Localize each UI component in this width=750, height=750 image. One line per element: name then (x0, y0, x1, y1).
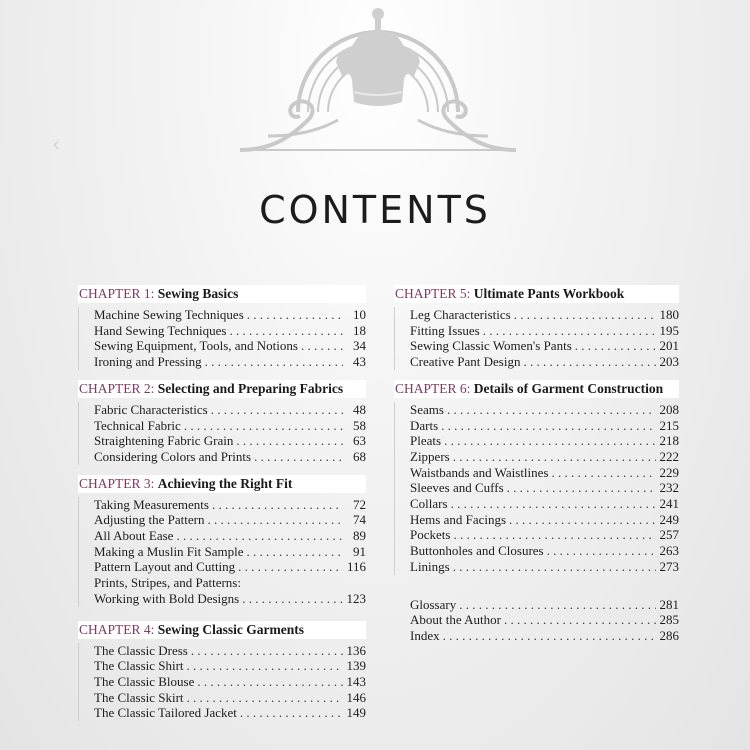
chapter-number: CHAPTER 4: (79, 621, 155, 637)
toc-entry[interactable] (94, 418, 366, 434)
entry-page: 215 (659, 417, 679, 433)
entry-label: Linings (410, 558, 450, 574)
chapter-heading (394, 285, 679, 303)
chapter-number: CHAPTER 2: (79, 380, 155, 396)
entry-label: Darts (410, 417, 439, 433)
entry-label: Creative Pant Design (410, 354, 521, 370)
dot-leader (238, 559, 343, 575)
entry-label: Pockets (410, 527, 451, 543)
toc-entry[interactable] (410, 418, 679, 434)
chapter-heading (78, 285, 366, 303)
entry-page: 241 (659, 496, 679, 512)
toc-entry[interactable] (94, 433, 366, 449)
entry-label: The Classic Blouse (94, 673, 195, 689)
entry-page: 229 (659, 464, 679, 480)
chevron-left-icon[interactable]: ‹ (52, 132, 60, 156)
chapter-entries (78, 402, 366, 465)
toc-entry[interactable] (410, 323, 679, 339)
entry-page: 139 (346, 658, 366, 674)
entry-label: Seams (410, 401, 444, 417)
chapter-entries (394, 307, 679, 370)
entry-label-line2: Working with Bold Designs (94, 590, 240, 606)
entry-page: 116 (346, 559, 366, 575)
dot-leader (547, 543, 656, 559)
dot-leader (247, 544, 344, 560)
entry-page: 143 (346, 673, 366, 689)
toc-entry[interactable] (94, 354, 366, 370)
entry-label: Hems and Facings (410, 511, 507, 527)
toc-entry[interactable] (94, 705, 366, 721)
entry-page: 146 (346, 689, 366, 705)
dot-leader (301, 338, 343, 354)
entry-label-line1: Prints, Stripes, and Patterns: (94, 575, 241, 591)
chapter-4 (78, 621, 366, 722)
chapter-entries (394, 402, 679, 575)
entry-page: 18 (353, 322, 366, 338)
dot-leader (551, 465, 656, 481)
toc-entry[interactable] (410, 559, 679, 575)
dot-leader (504, 612, 656, 628)
toc-entry[interactable] (94, 690, 366, 706)
dot-leader (184, 418, 343, 434)
dot-leader (197, 674, 343, 690)
entry-page: 123 (346, 590, 366, 606)
chapter-6 (394, 380, 679, 575)
toc-entry[interactable] (94, 528, 366, 544)
toc-entry[interactable] (94, 643, 366, 659)
entry-label: The Classic Tailored Jacket (94, 705, 237, 721)
page-title: CONTENTS (259, 188, 491, 232)
entry-page: 249 (659, 511, 679, 527)
toc-entry[interactable] (94, 338, 366, 354)
chapter-3 (78, 475, 366, 607)
entry-page: 222 (659, 448, 679, 464)
dot-leader (176, 528, 343, 544)
entry-page: 72 (353, 496, 366, 512)
dress-form-emblem-icon (228, 0, 528, 162)
entry-label: Fabric Characteristics (94, 401, 208, 417)
entry-page: 201 (659, 338, 679, 354)
toc-entry[interactable] (94, 323, 366, 339)
chapter-number: CHAPTER 1: (79, 286, 155, 301)
left-column (78, 285, 366, 731)
chapter-entries (78, 307, 366, 370)
chapter-title: Sewing Classic Garments (157, 621, 305, 637)
dot-leader (575, 338, 656, 354)
entry-label: The Classic Skirt (94, 689, 184, 705)
entry-page: 89 (353, 528, 366, 544)
toc-entry[interactable] (94, 449, 366, 465)
chapter-entries (78, 643, 366, 722)
dot-leader (242, 591, 343, 607)
entry-label: Sewing Equipment, Tools, and Notions (94, 338, 298, 354)
entry-page: 180 (659, 307, 679, 322)
dot-leader (507, 480, 656, 496)
chapter-title: Ultimate Pants Workbook (473, 286, 625, 301)
toc-entry[interactable] (410, 307, 679, 323)
entry-label: Pleats (410, 433, 442, 449)
entry-page: 149 (346, 705, 366, 721)
entry-page: 263 (659, 543, 679, 559)
dot-leader (236, 433, 343, 449)
entry-page: 43 (353, 354, 366, 370)
entry-label: Collars (410, 496, 448, 512)
dot-leader (247, 307, 343, 323)
entry-label: Waistbands and Waistlines (410, 464, 549, 480)
entry-label: The Classic Shirt (94, 658, 184, 674)
right-column (394, 285, 679, 644)
toc-entry[interactable] (94, 497, 366, 513)
entry-label: Making a Muslin Fit Sample (94, 543, 244, 559)
entry-label: Fitting Issues (410, 322, 480, 338)
entry-label: All About Ease (94, 528, 174, 544)
toc-entry[interactable] (94, 544, 366, 560)
entry-label: Machine Sewing Techniques (94, 307, 244, 322)
dot-leader (444, 433, 656, 449)
toc-entry[interactable] (410, 480, 679, 496)
back-matter (394, 597, 679, 644)
entry-page: 195 (659, 322, 679, 338)
entry-label: Glossary (410, 596, 457, 612)
entry-label: The Classic Dress (94, 642, 188, 658)
dot-leader (240, 705, 343, 721)
chapter-heading (78, 380, 366, 398)
dot-leader (451, 496, 656, 512)
toc-entry[interactable] (410, 628, 679, 644)
chapter-number: CHAPTER 3: (79, 475, 155, 491)
chapter-title: Selecting and Preparing Fabrics (157, 380, 344, 396)
dot-leader (483, 323, 656, 339)
toc-entry[interactable] (410, 338, 679, 354)
entry-label: Sleeves and Cuffs (410, 480, 504, 496)
toc-entry[interactable] (410, 354, 679, 370)
toc-entry[interactable] (94, 658, 366, 674)
entry-page: 218 (659, 433, 679, 449)
toc-entry[interactable] (410, 543, 679, 559)
entry-page: 136 (346, 642, 366, 658)
entry-page: 232 (659, 480, 679, 496)
dot-leader (453, 449, 656, 465)
chapter-heading (78, 475, 366, 493)
toc-entry-multiline[interactable] (94, 575, 366, 606)
chapter-title: Details of Garment Construction (473, 380, 664, 396)
dot-leader (514, 307, 656, 323)
dot-leader (523, 354, 656, 370)
entry-label: Straightening Fabric Grain (94, 433, 234, 449)
entry-label: Leg Characteristics (410, 307, 511, 322)
entry-page: 63 (353, 433, 366, 449)
entry-page: 74 (353, 512, 366, 528)
toc-entry[interactable] (94, 559, 366, 575)
chapter-2 (78, 380, 366, 465)
entry-page: 286 (659, 627, 679, 643)
dot-leader (187, 658, 343, 674)
dot-leader (191, 643, 343, 659)
entry-label: Index (410, 627, 440, 643)
toc-entry[interactable] (410, 465, 679, 481)
dot-leader (447, 402, 656, 418)
toc-entry[interactable] (94, 512, 366, 528)
chapter-title: Sewing Basics (157, 286, 239, 301)
chapter-heading (78, 621, 366, 639)
toc-entry[interactable] (94, 674, 366, 690)
entry-page: 208 (659, 401, 679, 417)
dot-leader (453, 559, 656, 575)
entry-page: 91 (353, 543, 366, 559)
dot-leader (212, 497, 343, 513)
chapter-heading (394, 380, 679, 398)
entry-page: 257 (659, 527, 679, 543)
entry-label: Pattern Layout and Cutting (94, 559, 236, 575)
entry-label: Hand Sewing Techniques (94, 322, 227, 338)
dot-leader (441, 418, 656, 434)
entry-label: Zippers (410, 448, 450, 464)
toc-entry[interactable] (410, 496, 679, 512)
entry-label: Taking Measurements (94, 496, 209, 512)
entry-label: Ironing and Pressing (94, 354, 202, 370)
entry-label: Sewing Classic Women's Pants (410, 338, 572, 354)
dot-leader (509, 512, 656, 528)
entry-page: 10 (353, 307, 366, 322)
entry-page: 203 (659, 354, 679, 370)
toc-entry[interactable] (410, 512, 679, 528)
toc-entry[interactable] (94, 402, 366, 418)
entry-label: Buttonholes and Closures (410, 543, 544, 559)
chapter-1 (78, 285, 366, 370)
chapter-title: Achieving the Right Fit (157, 475, 293, 491)
dot-leader (459, 597, 656, 613)
entry-label: Adjusting the Pattern (94, 512, 205, 528)
entry-page: 68 (353, 448, 366, 464)
dot-leader (254, 449, 343, 465)
entry-page: 281 (659, 596, 679, 612)
entry-page: 58 (353, 417, 366, 433)
dot-leader (229, 323, 343, 339)
entry-label: Technical Fabric (94, 417, 181, 433)
dot-leader (443, 628, 656, 644)
toc-entry[interactable] (410, 612, 679, 628)
entry-page: 48 (353, 401, 366, 417)
toc-entry[interactable] (410, 597, 679, 613)
dot-leader (205, 354, 343, 370)
entry-label: Considering Colors and Prints (94, 448, 252, 464)
entry-label: About the Author (410, 612, 501, 628)
toc-entry[interactable] (410, 402, 679, 418)
chapter-number: CHAPTER 6: (395, 380, 471, 396)
entry-page: 34 (353, 338, 366, 354)
chapter-5 (394, 285, 679, 370)
chapter-entries (78, 497, 366, 607)
dot-leader (453, 527, 656, 543)
dot-leader (211, 402, 343, 418)
toc-entry[interactable] (410, 527, 679, 543)
dot-leader (187, 690, 343, 706)
toc-entry[interactable] (94, 307, 366, 323)
chapter-number: CHAPTER 5: (395, 286, 471, 301)
toc-entry[interactable] (410, 433, 679, 449)
entry-page: 273 (659, 558, 679, 574)
dot-leader (208, 512, 344, 528)
entry-page: 285 (659, 612, 679, 628)
toc-entry[interactable] (410, 449, 679, 465)
